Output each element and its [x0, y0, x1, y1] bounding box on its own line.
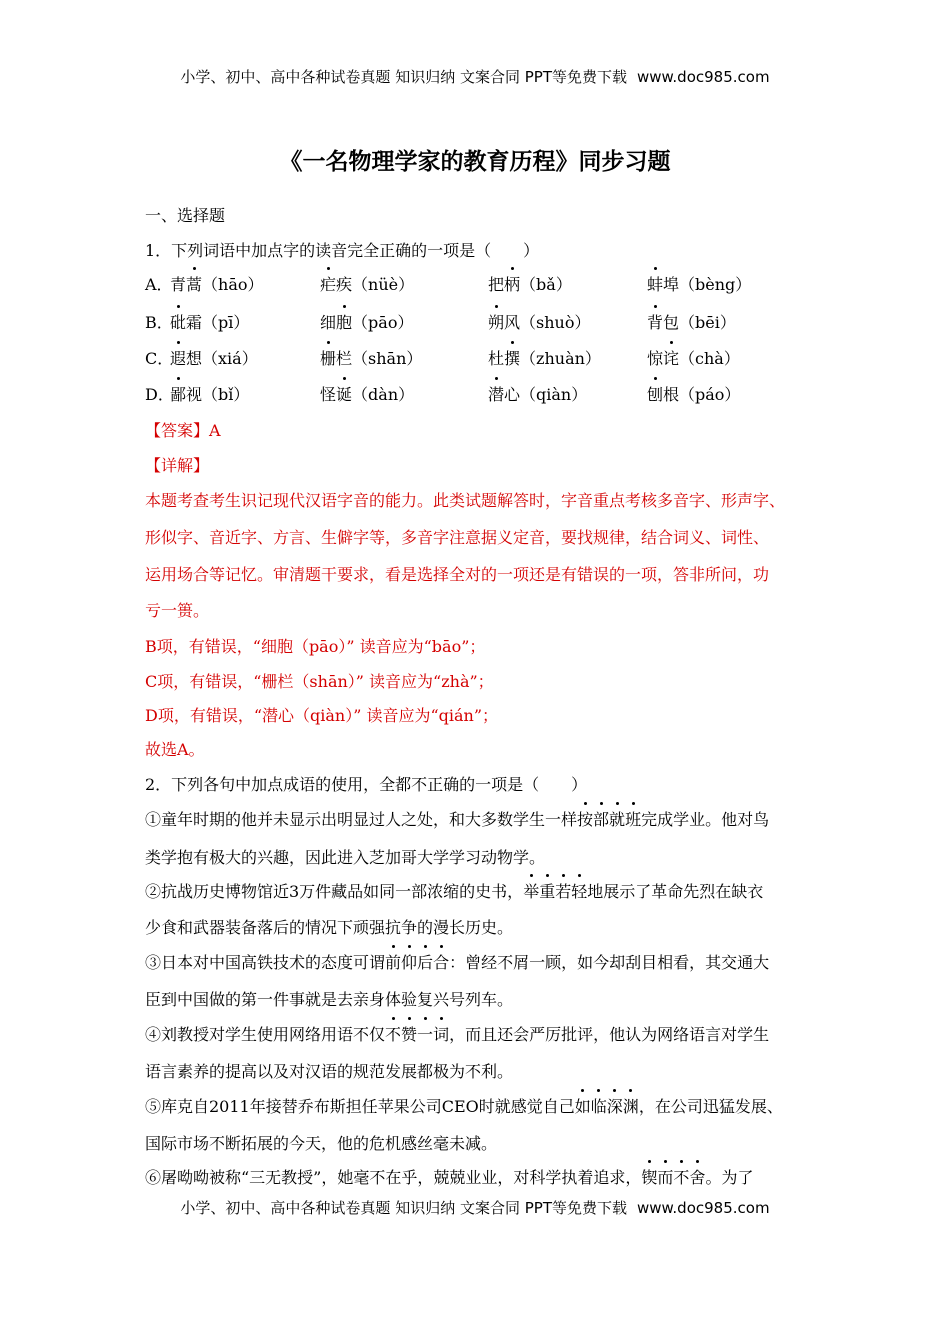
- dotted-character: 一: [417, 1022, 433, 1045]
- option-label: C．: [145, 349, 174, 368]
- sentence-text: ⑤库克自2011年接替乔布斯担任苹果公司CEO时就感觉自己: [145, 1097, 575, 1116]
- option-pinyin: （hāo）: [202, 275, 264, 294]
- explanation-line: 形似字、音近字、方言、生僻字等，多音字注意据义定音，要找规律，结合词义、词性、: [145, 528, 770, 547]
- dotted-character: 轻: [571, 879, 587, 902]
- option-item: [488, 346, 601, 369]
- sentence-line: 臣到中国做的第一件事就是去亲身体验复兴号列车。: [145, 990, 514, 1009]
- footer-text: 小学、初中、高中各种试卷真题 知识归纳 文案合同 PPT等免费下载: [180, 1199, 627, 1217]
- dotted-character: 按: [577, 807, 593, 830]
- detail-label: 【详解】: [145, 456, 210, 475]
- dotted-character: 渊: [623, 1094, 639, 1117]
- dotted-character: 鄙: [170, 382, 186, 405]
- sentence-line: [145, 950, 769, 973]
- sentence-line: 国际市场不断拓展的今天，他的危机感丝毫未减。: [145, 1134, 498, 1153]
- sentence-text: ，在公司迅猛发展、: [638, 1097, 783, 1116]
- explanation-line: D项，有错误，“潜心（qiàn）” 读音应为“qián”；: [145, 706, 499, 725]
- option-item: [170, 346, 258, 369]
- dotted-character: 部: [593, 807, 609, 830]
- option-item: [320, 310, 413, 333]
- dotted-character: 砒: [170, 310, 186, 333]
- dotted-character: 合: [433, 950, 449, 973]
- question-2-stem: 2．下列各句中加点成语的使用，全都不正确的一项是（ ）: [145, 775, 588, 794]
- option-item: [647, 310, 736, 333]
- sentence-text: ①童年时期的他并未显示出明显过人之处，和大多数学生一样: [145, 810, 578, 829]
- dotted-character: 后: [417, 950, 433, 973]
- sentence-text: ④刘教授对学生使用网络用语不仅: [145, 1025, 386, 1044]
- dotted-character: 不: [673, 1165, 689, 1188]
- dotted-character: 遐: [170, 346, 186, 369]
- option-label: A．: [145, 275, 173, 294]
- explanation-line: C项，有错误，“栅栏（shān）” 读音应为“zhà”；: [145, 672, 494, 691]
- dotted-character: 蚌: [647, 272, 663, 295]
- option-pinyin: 疾（nüè）: [336, 275, 415, 294]
- option-label: D．: [145, 385, 174, 404]
- option-pinyin: 根（páo）: [663, 385, 741, 404]
- option-pinyin: 包（bēi）: [663, 313, 736, 332]
- option-item: [320, 346, 422, 369]
- dotted-idiom: [523, 882, 587, 901]
- sentence-text: ③日本对中国高铁技术的态度可谓: [145, 953, 386, 972]
- option-pinyin: 想（xiá）: [186, 349, 258, 368]
- dotted-character: 胞: [336, 310, 352, 333]
- dotted-idiom: [577, 810, 641, 829]
- sentence-text: ：曾经不屑一顾，如今却刮目相看，其交通大: [449, 953, 770, 972]
- dotted-character: 举: [523, 879, 539, 902]
- dotted-character: 朔: [488, 310, 504, 333]
- sentence-text: ，而且还会严厉批评，他认为网络语言对学生: [449, 1025, 770, 1044]
- option-item: [647, 382, 740, 405]
- sentence-text: 地展示了革命先烈在缺衣: [587, 882, 764, 901]
- page-footer: [0, 1197, 950, 1218]
- option-text: 杜: [488, 349, 505, 368]
- dotted-character: 如: [575, 1094, 591, 1117]
- option-item: [170, 272, 264, 295]
- sentence-line: 类学抱有极大的兴趣，因此进入芝加哥大学学习动物学。: [145, 848, 546, 867]
- sentence-line: [145, 1094, 783, 1117]
- dotted-idiom: [575, 1097, 639, 1116]
- sentence-text: 完成学业。他对鸟: [641, 810, 770, 829]
- option-label: B．: [145, 313, 173, 332]
- option-item: [488, 310, 590, 333]
- dotted-character: 词: [433, 1022, 449, 1045]
- dotted-character: 前: [385, 950, 401, 973]
- option-pinyin: 风（shuò）: [504, 313, 591, 332]
- option-item: [647, 272, 751, 295]
- dotted-character: 若: [555, 879, 571, 902]
- option-item: [320, 272, 414, 295]
- option-item: [488, 272, 572, 295]
- option-pinyin: （bǎ）: [520, 275, 572, 294]
- option-pinyin: 栏（shān）: [336, 349, 423, 368]
- explanation-line: 故选A。: [145, 740, 205, 759]
- dotted-character: 仰: [401, 950, 417, 973]
- sentence-line: [145, 807, 769, 830]
- dotted-character: 而: [657, 1165, 673, 1188]
- option-pinyin: （pāo）: [352, 313, 414, 332]
- option-text: 青: [170, 275, 187, 294]
- section-heading: 一、选择题: [145, 206, 226, 225]
- header-url[interactable]: www.doc985.com: [636, 68, 770, 86]
- dotted-character: 背: [647, 310, 663, 333]
- answer-label: 【答案】A: [145, 421, 221, 440]
- dotted-character: 诞: [336, 382, 352, 405]
- option-text: 惊: [647, 349, 664, 368]
- dotted-character: 疟: [320, 272, 336, 295]
- dotted-character: 刨: [647, 382, 663, 405]
- option-item: [488, 382, 587, 405]
- option-pinyin: 埠（bèng）: [663, 275, 752, 294]
- explanation-line: 运用场合等记忆。审清题干要求，看是选择全对的一项还是有错误的一项，答非所问，功: [145, 565, 770, 584]
- dotted-idiom: [385, 1025, 449, 1044]
- question-1-stem: 1．下列词语中加点字的读音完全正确的一项是（ ）: [145, 241, 540, 260]
- option-pinyin: （chà）: [679, 349, 740, 368]
- dotted-character: 临: [591, 1094, 607, 1117]
- dotted-character: 舍: [689, 1165, 705, 1188]
- option-text: 细: [320, 313, 337, 332]
- dotted-character: 锲: [641, 1165, 657, 1188]
- dotted-character: 蒿: [186, 272, 202, 295]
- dotted-character: 柄: [504, 272, 520, 295]
- explanation-line: B项，有错误，“细胞（pāo）” 读音应为“bāo”；: [145, 637, 486, 656]
- option-item: [320, 382, 414, 405]
- option-item: [170, 382, 249, 405]
- sentence-text: 。为了: [705, 1168, 754, 1187]
- dotted-character: 班: [625, 807, 641, 830]
- sentence-line: 少食和武器装备落后的情况下顽强抗争的漫长历史。: [145, 918, 514, 937]
- option-pinyin: （dàn）: [352, 385, 415, 404]
- dotted-idiom: [641, 1168, 705, 1187]
- dotted-character: 深: [607, 1094, 623, 1117]
- option-pinyin: 霜（pī）: [186, 313, 250, 332]
- document-title: 《一名物理学家的教育历程》同步习题: [279, 148, 671, 175]
- option-pinyin: （zhuàn）: [520, 349, 601, 368]
- option-item: [170, 310, 249, 333]
- footer-url[interactable]: www.doc985.com: [636, 1199, 770, 1217]
- explanation-line: 亏一篑。: [145, 601, 210, 620]
- dotted-character: 栅: [320, 346, 336, 369]
- sentence-line: [145, 879, 763, 902]
- sentence-line: 语言素养的提高以及对汉语的规范发展都极为不利。: [145, 1062, 514, 1081]
- explanation-line: 本题考查考生识记现代汉语字音的能力。此类试题解答时，字音重点考核多音字、形声字、: [145, 491, 786, 510]
- option-item: [647, 346, 740, 369]
- option-text: 把: [488, 275, 505, 294]
- sentence-text: ②抗战历史博物馆近3万件藏品如同一部浓缩的史书，: [145, 882, 524, 901]
- dotted-character: 就: [609, 807, 625, 830]
- option-pinyin: 心（qiàn）: [504, 385, 588, 404]
- dotted-character: 潜: [488, 382, 504, 405]
- header-text: 小学、初中、高中各种试卷真题 知识归纳 文案合同 PPT等免费下载: [180, 68, 627, 86]
- option-text: 怪: [320, 385, 337, 404]
- dotted-idiom: [385, 953, 449, 972]
- dotted-character: 诧: [663, 346, 679, 369]
- sentence-line: [145, 1165, 753, 1188]
- dotted-character: 撰: [504, 346, 520, 369]
- page-header: [0, 66, 950, 87]
- dotted-character: 赞: [401, 1022, 417, 1045]
- sentence-text: ⑥屠呦呦被称“三无教授”，她毫不在乎，兢兢业业，对科学执着追求，: [145, 1168, 642, 1187]
- sentence-line: [145, 1022, 769, 1045]
- dotted-character: 重: [539, 879, 555, 902]
- dotted-character: 不: [385, 1022, 401, 1045]
- option-pinyin: 视（bǐ）: [186, 385, 250, 404]
